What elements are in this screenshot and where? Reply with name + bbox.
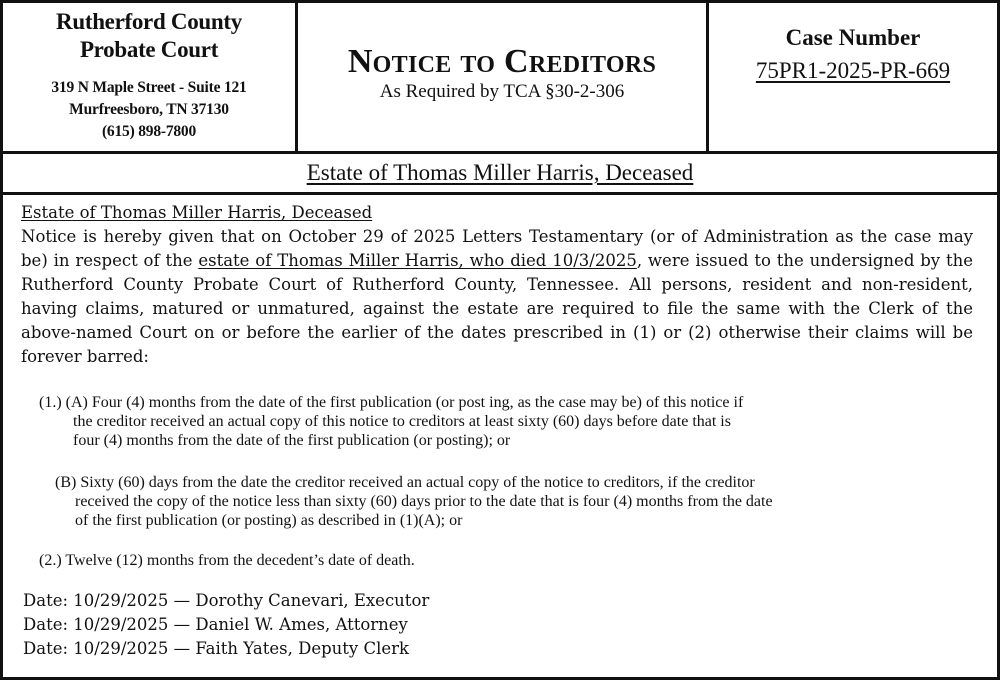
signature-block bbox=[23, 589, 429, 661]
body-paragraph-part1: Notice is hereby given that on October 29 of 2025 Letters Testamentary (or of Administration as the case may be) in respect of the bbox=[21, 227, 973, 270]
estate-reference: estate of Thomas Miller Harris, who died 10/3/2025 bbox=[198, 251, 637, 270]
body-paragraph-part2: , were issued to the undersigned by the Rutherford County Probate Court of Rutherford County, Tennessee. All persons, resident and non-resident, having claims, matured or unmatured, against the estate are required to file the same with the Clerk of the above-named Court on or before the earlier of the dates prescribed in (1) or (2) otherwise their claims will be forever barred: bbox=[21, 251, 973, 366]
court-address-line1: 319 N Maple Street - Suite 121 bbox=[51, 79, 247, 96]
header bbox=[3, 3, 997, 154]
signature-line: Date: 10/29/2025 — Dorothy Canevari, Executor bbox=[23, 591, 430, 610]
item-1a bbox=[39, 393, 919, 450]
court-info bbox=[3, 3, 298, 151]
signature-line: Date: 10/29/2025 — Daniel W. Ames, Attorney bbox=[23, 615, 408, 634]
court-name bbox=[3, 8, 295, 64]
item-1b-line3: of the first publication (or posting) as described in (1)(A); or bbox=[75, 512, 463, 529]
item-1b bbox=[55, 473, 955, 530]
estate-title: Estate of Thomas Miller Harris, Deceased bbox=[306, 160, 694, 185]
item-2: (2.) Twelve (12) months from the decedent’s date of death. bbox=[39, 552, 415, 569]
item-1b-line1: (B) Sixty (60) days from the date the creditor received an actual copy of the notice to creditors, if the creditor bbox=[55, 474, 755, 491]
body-paragraph bbox=[21, 225, 973, 369]
court-name-line2: Probate Court bbox=[79, 37, 219, 62]
signature-line: Date: 10/29/2025 — Faith Yates, Deputy Clerk bbox=[23, 639, 410, 658]
court-name-line1: Rutherford County bbox=[56, 9, 242, 34]
estate-title-bar bbox=[3, 154, 997, 195]
item-1a-line3: four (4) months from the date of the first publication (or posting); or bbox=[73, 432, 511, 449]
court-address bbox=[3, 77, 295, 143]
case-info bbox=[709, 3, 997, 151]
notice-heading bbox=[298, 3, 709, 151]
case-label: Case Number bbox=[785, 25, 921, 50]
notice-subtitle: As Required by TCA §30-2-306 bbox=[379, 81, 625, 102]
item-1b-line2: received the copy of the notice less than sixty (60) days prior to the date that is four (4) months from the date bbox=[75, 493, 773, 510]
case-number: 75PR1-2025-PR-669 bbox=[755, 58, 951, 83]
notice-title: Notice to Creditors bbox=[347, 43, 657, 80]
court-address-line2: Murfreesboro, TN 37130 bbox=[69, 101, 229, 118]
item-1a-line2: the creditor received an actual copy of this notice to creditors at least sixty (60) days before date that is bbox=[73, 413, 731, 430]
court-phone: (615) 898-7800 bbox=[101, 123, 197, 140]
item-1a-line1: (1.) (A) Four (4) months from the date of the first publication (or post ing, as the case may be) of this notice if bbox=[39, 394, 744, 411]
body-heading: Estate of Thomas Miller Harris, Deceased bbox=[21, 203, 373, 222]
notice-body bbox=[21, 201, 973, 369]
